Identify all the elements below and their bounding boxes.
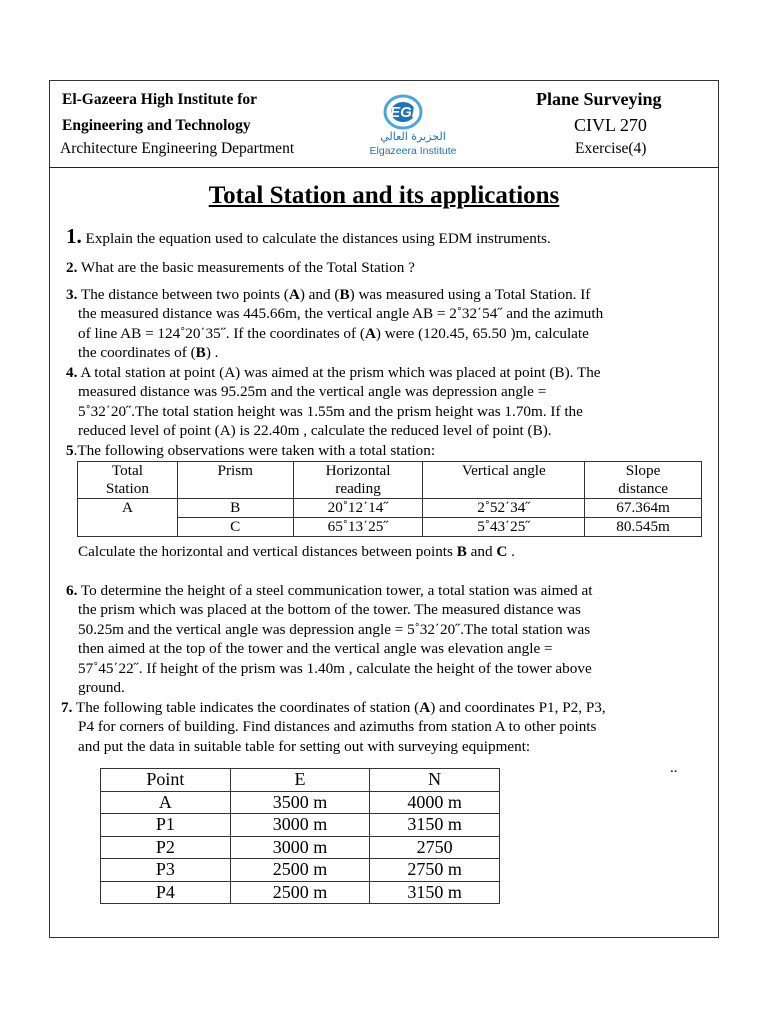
question-2: 2. What are the basic measurements of the Total Station ?: [66, 259, 415, 276]
header-divider: [49, 167, 719, 168]
table-cell: C: [177, 518, 293, 537]
header-cell: Horizontal reading: [293, 462, 423, 499]
question-5-instruction: Calculate the horizontal and vertical distances between points B and C .: [78, 543, 515, 560]
question-5: 5.The following observations were taken with a total station:: [66, 442, 436, 459]
header-cell: E: [230, 769, 370, 792]
table-row: [101, 881, 500, 904]
table-row: [101, 814, 500, 837]
table-cell: 2500 m: [230, 859, 370, 882]
table-cell: B: [177, 499, 293, 518]
table-cell: P3: [101, 859, 231, 882]
question-1: 1. Explain the equation used to calculate the distances using EDM instruments.: [66, 224, 551, 248]
stray-mark: ..: [670, 760, 678, 776]
header-cell: Prism: [177, 462, 293, 499]
table-cell: 2750: [370, 836, 500, 859]
header-cell: N: [370, 769, 500, 792]
table-cell: 3000 m: [230, 836, 370, 859]
table-row: [101, 836, 500, 859]
header-cell: Total Station: [78, 462, 178, 499]
table-cell: 4000 m: [370, 791, 500, 814]
table-cell: A: [78, 499, 178, 537]
institute-logo: [358, 90, 468, 160]
table-cell: 3500 m: [230, 791, 370, 814]
table-cell: 3000 m: [230, 814, 370, 837]
question-3: 3. The distance between two points (A) and (B) was measured using a Total Station. If the measured distance was 445.66m, the vertical angle AB = 2˚32΄54˝ and the azimuth of line AB = 124˚20΄35˝. If the coordinates of (A) were (120.45, 65.50 )m, calculate the coordinates of (B) .: [66, 286, 604, 362]
course-code: CIVL 270: [574, 115, 647, 135]
logo-arabic-text: الجزيرة العالي: [380, 130, 446, 143]
table-cell: 80.545m: [585, 518, 702, 537]
table-cell: 5˚43΄25˝: [423, 518, 585, 537]
table-cell: 2˚52΄34˝: [423, 499, 585, 518]
question-4: 4. A total station at point (A) was aimed at the prism which was placed at point (B). The measured distance was 95.25m and the vertical angle was depression angle = 5˚32΄20˝.The total station height was 1.55m and the prism height was 1.70m. If the reduced level of point (A) is 22.40m , calculate the reduced level of point (B).: [66, 364, 601, 440]
question-7: 7. The following table indicates the coordinates of station (A) and coordinates P1, P2, P3, P4 for corners of building. Find distances and azimuths from station A to other points and put the data in suitable table for setting out with surveying equipment:: [61, 699, 606, 755]
table-cell: 20˚12΄14˝: [293, 499, 423, 518]
header-cell: Slope distance: [585, 462, 702, 499]
observations-table: [77, 461, 702, 537]
table-row: [78, 499, 702, 518]
header-cell: Vertical angle: [423, 462, 585, 499]
logo-english-text: Elgazeera Institute: [369, 145, 457, 157]
department-name: Architecture Engineering Department: [60, 140, 295, 157]
table-cell: A: [101, 791, 231, 814]
table-header-row: [78, 462, 702, 499]
course-title: Plane Surveying: [536, 89, 662, 109]
table-cell: 65˚13΄25˝: [293, 518, 423, 537]
question-6: 6. To determine the height of a steel communication tower, a total station was aimed at the prism which was placed at the bottom of the tower. The measured distance was 50.25m and the vertical angle was depression angle = 5˚32΄20˝.The total station was then aimed at the top of the tower and the vertical angle was elevation angle = 57˚45΄22˝. If height of the prism was 1.40m , calculate the height of the tower above ground.: [66, 582, 593, 697]
table-cell: P4: [101, 881, 231, 904]
logo-mark: EGI: [390, 104, 416, 121]
institute-name-line1: El-Gazeera High Institute for: [62, 91, 258, 108]
table-row: [101, 859, 500, 882]
table-cell: P1: [101, 814, 231, 837]
table-header-row: [101, 769, 500, 792]
exercise-number: Exercise(4): [575, 140, 647, 157]
table-cell: 67.364m: [585, 499, 702, 518]
table-cell: 2750 m: [370, 859, 500, 882]
page-title: Total Station and its applications: [208, 182, 560, 209]
institute-name-line2: Engineering and Technology: [62, 117, 251, 134]
table-cell: 3150 m: [370, 881, 500, 904]
table-row: [101, 791, 500, 814]
table-cell: P2: [101, 836, 231, 859]
table-cell: 3150 m: [370, 814, 500, 837]
coordinates-table: [100, 768, 500, 904]
header-cell: Point: [101, 769, 231, 792]
table-cell: 2500 m: [230, 881, 370, 904]
